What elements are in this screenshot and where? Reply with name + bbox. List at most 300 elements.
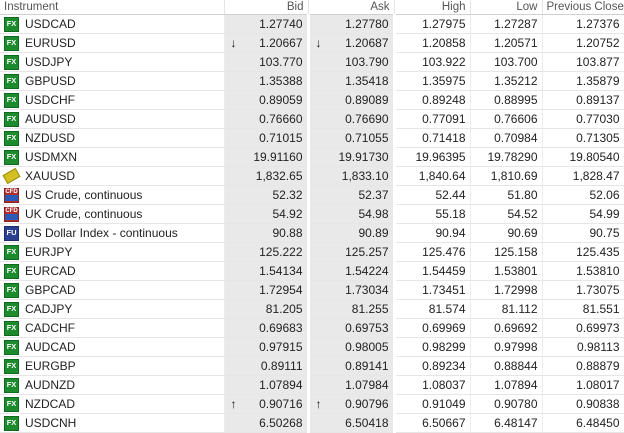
high-value: 6.50667: [422, 416, 466, 430]
high-cell: [394, 129, 470, 148]
previous-close-cell: [542, 376, 624, 395]
low-value: 1.20571: [494, 36, 538, 50]
high-cell: [394, 281, 470, 300]
high-cell: [394, 186, 470, 205]
low-value: 103.700: [494, 55, 538, 69]
low-cell: [470, 205, 542, 224]
ask-cell[interactable]: [308, 91, 394, 110]
previous-close-cell: [542, 15, 624, 34]
ask-value: 81.255: [351, 302, 389, 316]
low-value: 0.70984: [494, 131, 538, 145]
prev-value: 103.877: [576, 55, 620, 69]
ask-value: 0.90796: [345, 397, 389, 411]
low-value: 19.78290: [487, 150, 538, 164]
prev-value: 1.20752: [576, 36, 620, 50]
high-cell: [394, 300, 470, 319]
bid-value: 19.91160: [253, 150, 303, 164]
column-header-ask[interactable]: Ask: [308, 0, 394, 15]
instrument-cell[interactable]: [0, 110, 224, 129]
table-row[interactable]: [0, 300, 624, 319]
ask-cell[interactable]: [308, 110, 394, 129]
low-value: 81.112: [501, 302, 538, 316]
ask-cell[interactable]: [308, 338, 394, 357]
fx-badge-icon: FX: [4, 321, 19, 336]
instrument-cell[interactable]: [0, 357, 224, 376]
ask-cell[interactable]: [308, 72, 394, 91]
previous-close-cell: [542, 110, 624, 129]
high-cell: [394, 72, 470, 91]
gold-bar-shape: [3, 168, 21, 184]
instrument-name: GBPCAD: [25, 283, 76, 297]
bid-value: 1.54134: [259, 264, 303, 278]
ask-value: 1,833.10: [341, 169, 389, 183]
prev-value: 6.48450: [576, 416, 620, 430]
bid-value: 1.20667: [259, 36, 303, 50]
table-row[interactable]: [0, 205, 624, 224]
previous-close-cell: [542, 262, 624, 281]
table-row[interactable]: [0, 281, 624, 300]
bid-cell[interactable]: [224, 395, 308, 414]
instrument-cell[interactable]: [0, 53, 224, 72]
bid-cell[interactable]: [224, 357, 308, 376]
high-cell: [394, 167, 470, 186]
low-value: 1.53801: [494, 264, 538, 278]
previous-close-cell: [542, 224, 624, 243]
table-row[interactable]: [0, 357, 624, 376]
prev-value: 1.08017: [576, 378, 620, 392]
bid-cell[interactable]: [224, 319, 308, 338]
prev-value: 125.435: [576, 245, 620, 259]
bid-value: 0.90716: [259, 397, 303, 411]
bid-value: 1.72954: [259, 283, 303, 297]
instrument-name: AUDUSD: [25, 112, 76, 126]
fx-badge-icon: FX: [4, 283, 19, 298]
instrument-cell[interactable]: [0, 224, 224, 243]
prev-value: 0.69973: [576, 321, 620, 335]
ask-value: 0.98005: [345, 340, 389, 354]
low-cell: [470, 243, 542, 262]
low-value: 1.07894: [494, 378, 538, 392]
instrument-cell[interactable]: [0, 15, 224, 34]
instrument-name: USDCNH: [25, 416, 77, 430]
table-row[interactable]: [0, 167, 624, 186]
bid-value: 0.97915: [259, 340, 303, 354]
bid-cell[interactable]: [224, 129, 308, 148]
table-row[interactable]: [0, 72, 624, 91]
bid-cell[interactable]: [224, 224, 308, 243]
high-value: 0.89248: [422, 93, 466, 107]
instrument-cell[interactable]: [0, 319, 224, 338]
previous-close-cell: [542, 357, 624, 376]
previous-close-cell: [542, 281, 624, 300]
instrument-name: USDCHF: [25, 93, 75, 107]
low-cell: [470, 338, 542, 357]
bid-value: 0.76660: [259, 112, 303, 126]
table-row[interactable]: [0, 110, 624, 129]
prev-value: 1.53810: [576, 264, 620, 278]
high-value: 55.18: [435, 207, 466, 221]
ask-value: 125.257: [345, 245, 389, 259]
bid-cell[interactable]: [224, 376, 308, 395]
previous-close-cell: [542, 72, 624, 91]
ask-cell[interactable]: [308, 167, 394, 186]
instrument-cell[interactable]: [0, 129, 224, 148]
high-cell: [394, 395, 470, 414]
instrument-cell[interactable]: [0, 338, 224, 357]
high-cell: [394, 53, 470, 72]
low-value: 0.88995: [494, 93, 538, 107]
column-header-bid[interactable]: Bid: [224, 0, 308, 15]
low-value: 1.35212: [494, 74, 538, 88]
prev-value: 0.98113: [577, 340, 620, 354]
high-value: 1.35975: [422, 74, 466, 88]
previous-close-cell: [542, 148, 624, 167]
bid-cell[interactable]: [224, 281, 308, 300]
fx-badge-icon: FX: [4, 264, 19, 279]
bid-cell[interactable]: [224, 15, 308, 34]
bid-value: 103.770: [259, 55, 303, 69]
instrument-cell[interactable]: [0, 72, 224, 91]
fx-badge-icon: FX: [4, 17, 19, 32]
fx-badge-icon: FX: [4, 112, 19, 127]
high-value: 0.98299: [422, 340, 466, 354]
fx-badge-icon: FX: [4, 36, 19, 51]
fx-badge-icon: FX: [4, 340, 19, 355]
instrument-name: UK Crude, continuous: [25, 207, 143, 221]
low-cell: [470, 357, 542, 376]
bid-value: 0.89059: [259, 93, 303, 107]
arrow-down-icon: ↓: [315, 36, 322, 50]
bid-cell[interactable]: [224, 205, 308, 224]
bid-cell[interactable]: [224, 186, 308, 205]
fx-badge-icon: FX: [4, 55, 19, 70]
bid-value: 52.32: [272, 188, 303, 202]
low-cell: [470, 110, 542, 129]
cfd-badge-stripe: [5, 214, 18, 220]
low-cell: [470, 319, 542, 338]
instrument-cell[interactable]: [0, 300, 224, 319]
low-cell: [470, 300, 542, 319]
ask-value: 1.35418: [345, 74, 389, 88]
ask-value: 0.89141: [345, 359, 389, 373]
low-value: 1.72998: [494, 283, 538, 297]
ask-value: 0.89089: [345, 93, 389, 107]
cfd-badge-label: CFD: [5, 208, 18, 214]
table-row[interactable]: [0, 148, 624, 167]
instrument-name: USDCAD: [25, 17, 76, 31]
ask-value: 103.790: [345, 55, 389, 69]
high-cell: [394, 110, 470, 129]
instrument-name: EURUSD: [25, 36, 76, 50]
bid-value: 54.92: [272, 207, 303, 221]
ask-value: 54.98: [358, 207, 389, 221]
high-cell: [394, 262, 470, 281]
instrument-name: NZDCAD: [25, 397, 75, 411]
previous-close-cell: [542, 34, 624, 53]
ask-value: 52.37: [358, 188, 389, 202]
high-value: 103.922: [422, 55, 466, 69]
instrument-cell[interactable]: [0, 148, 224, 167]
instrument-cell[interactable]: [0, 34, 224, 53]
high-cell: [394, 34, 470, 53]
low-cell: [470, 129, 542, 148]
prev-value: 0.88879: [576, 359, 620, 373]
previous-close-cell: [542, 129, 624, 148]
bid-value: 1.35388: [259, 74, 303, 88]
instrument-cell[interactable]: [0, 186, 224, 205]
table-row[interactable]: [0, 224, 624, 243]
ask-cell[interactable]: [308, 224, 394, 243]
table-row[interactable]: [0, 15, 624, 34]
high-value: 19.96395: [415, 150, 466, 164]
high-cell: [394, 224, 470, 243]
instrument-name: EURGBP: [25, 359, 76, 373]
instrument-name: AUDNZD: [25, 378, 75, 392]
high-value: 0.91049: [422, 397, 466, 411]
ask-value: 0.69753: [345, 321, 389, 335]
bid-value: 0.89111: [260, 359, 303, 373]
low-cell: [470, 262, 542, 281]
ask-cell[interactable]: [308, 262, 394, 281]
fx-badge-icon: FX: [4, 397, 19, 412]
ask-value: 90.89: [358, 226, 389, 240]
high-value: 1.54459: [422, 264, 466, 278]
low-value: 1,810.69: [490, 169, 538, 183]
ask-value: 1.07984: [345, 378, 389, 392]
prev-value: 1.27376: [576, 17, 620, 31]
high-cell: [394, 15, 470, 34]
table-row[interactable]: [0, 395, 624, 414]
ask-cell[interactable]: [308, 205, 394, 224]
low-cell: [470, 91, 542, 110]
fx-badge-icon: FX: [4, 359, 19, 374]
instrument-cell[interactable]: [0, 205, 224, 224]
table-row[interactable]: [0, 186, 624, 205]
table-row[interactable]: [0, 91, 624, 110]
bid-cell[interactable]: [224, 91, 308, 110]
instrument-name: US Dollar Index - continuous: [25, 226, 178, 240]
prev-value: 90.75: [589, 226, 620, 240]
bid-value: 125.222: [259, 245, 303, 259]
bid-value: 1.07894: [259, 378, 303, 392]
table-row[interactable]: [0, 338, 624, 357]
low-cell: [470, 148, 542, 167]
bid-cell[interactable]: [224, 262, 308, 281]
instrument-cell[interactable]: [0, 91, 224, 110]
previous-close-cell: [542, 243, 624, 262]
bid-value: 1,832.65: [255, 169, 303, 183]
high-value: 125.476: [422, 245, 466, 259]
ask-cell[interactable]: [308, 129, 394, 148]
table-row[interactable]: [0, 34, 624, 53]
table-row[interactable]: [0, 129, 624, 148]
bid-cell[interactable]: [224, 110, 308, 129]
fu-badge-icon: FU: [4, 226, 19, 241]
instrument-name: GBPUSD: [25, 74, 76, 88]
ask-value: 0.76690: [345, 112, 389, 126]
bid-cell[interactable]: [224, 338, 308, 357]
low-value: 54.52: [507, 207, 538, 221]
instrument-cell[interactable]: [0, 262, 224, 281]
previous-close-cell: [542, 167, 624, 186]
prev-value: 1,828.47: [572, 169, 620, 183]
prev-value: 1.73075: [576, 283, 620, 297]
instrument-name: AUDCAD: [25, 340, 76, 354]
fx-badge-icon: FX: [4, 74, 19, 89]
instrument-cell[interactable]: [0, 395, 224, 414]
ask-cell[interactable]: [308, 186, 394, 205]
prev-value: 0.71305: [576, 131, 620, 145]
ask-value: 1.54224: [345, 264, 389, 278]
bid-cell[interactable]: [224, 53, 308, 72]
high-cell: [394, 243, 470, 262]
low-value: 0.69692: [494, 321, 538, 335]
bid-cell[interactable]: [224, 243, 308, 262]
ask-cell[interactable]: [308, 376, 394, 395]
instrument-name: XAUUSD: [25, 169, 76, 183]
high-cell: [394, 205, 470, 224]
column-header-instrument[interactable]: Instrument: [0, 0, 224, 15]
table-row[interactable]: [0, 243, 624, 262]
ask-cell[interactable]: [308, 395, 394, 414]
ask-cell[interactable]: [308, 243, 394, 262]
ask-value: 6.50418: [345, 416, 389, 430]
ask-cell[interactable]: [308, 34, 394, 53]
previous-close-cell: [542, 338, 624, 357]
previous-close-cell: [542, 319, 624, 338]
low-cell: [470, 34, 542, 53]
high-value: 1.08037: [422, 378, 466, 392]
fx-badge-icon: FX: [4, 245, 19, 260]
ask-value: 1.73034: [345, 283, 389, 297]
column-header-high[interactable]: High: [394, 0, 470, 15]
ask-cell[interactable]: [308, 281, 394, 300]
arrow-up-icon: ↑: [230, 397, 237, 411]
ask-value: 0.71055: [345, 131, 389, 145]
low-value: 90.69: [507, 226, 538, 240]
low-value: 125.158: [494, 245, 538, 259]
ask-value: 1.20687: [345, 36, 389, 50]
prev-value: 54.99: [589, 207, 620, 221]
ask-cell[interactable]: [308, 15, 394, 34]
fx-badge-icon: FX: [4, 378, 19, 393]
table-row[interactable]: [0, 376, 624, 395]
low-value: 51.80: [507, 188, 538, 202]
previous-close-cell: [542, 91, 624, 110]
low-cell: [470, 186, 542, 205]
fx-badge-icon: FX: [4, 93, 19, 108]
high-cell: [394, 91, 470, 110]
bid-value: 0.71015: [259, 131, 303, 145]
ask-value: 1.27780: [345, 17, 389, 31]
cfd-badge-icon: [4, 207, 19, 222]
column-header-previous-close[interactable]: Previous Close: [542, 0, 624, 15]
cfd-badge-icon: [4, 188, 19, 203]
bid-cell[interactable]: [224, 72, 308, 91]
high-value: 1,840.64: [418, 169, 466, 183]
prev-value: 0.77030: [576, 112, 620, 126]
instrument-name: CADJPY: [25, 302, 73, 316]
low-value: 1.27287: [494, 17, 538, 31]
bid-cell[interactable]: [224, 34, 308, 53]
bid-cell[interactable]: [224, 167, 308, 186]
low-value: 0.90780: [494, 397, 538, 411]
prev-value: 0.90838: [576, 397, 620, 411]
ask-cell[interactable]: [308, 357, 394, 376]
fx-badge-icon: FX: [4, 150, 19, 165]
high-value: 0.71418: [422, 131, 466, 145]
ask-cell[interactable]: [308, 300, 394, 319]
previous-close-cell: [542, 300, 624, 319]
bid-cell[interactable]: [224, 300, 308, 319]
previous-close-cell: [542, 395, 624, 414]
previous-close-cell: [542, 53, 624, 72]
column-header-low[interactable]: Low: [470, 0, 542, 15]
instrument-name: USDMXN: [25, 150, 78, 164]
gold-bar-icon: [4, 169, 19, 184]
bid-value: 90.88: [272, 226, 303, 240]
high-value: 1.73451: [422, 283, 466, 297]
low-cell: [470, 281, 542, 300]
low-cell: [470, 15, 542, 34]
previous-close-cell: [542, 205, 624, 224]
low-cell: [470, 72, 542, 91]
low-value: 0.97998: [494, 340, 538, 354]
bid-value: 1.27740: [259, 17, 303, 31]
bid-value: 81.205: [265, 302, 303, 316]
prev-value: 19.80540: [569, 150, 620, 164]
low-cell: [470, 376, 542, 395]
arrow-down-icon: ↓: [230, 36, 237, 50]
prev-value: 52.06: [589, 188, 620, 202]
high-cell: [394, 376, 470, 395]
instrument-name: NZDUSD: [25, 131, 75, 145]
table-row[interactable]: [0, 262, 624, 281]
instrument-name: USDJPY: [25, 55, 73, 69]
instrument-cell[interactable]: [0, 243, 224, 262]
previous-close-cell: [542, 186, 624, 205]
bid-value: 0.69683: [259, 321, 303, 335]
instrument-cell[interactable]: [0, 167, 224, 186]
high-value: 1.27975: [422, 17, 466, 31]
high-cell: [394, 357, 470, 376]
fx-badge-icon: FX: [4, 131, 19, 146]
high-value: 1.20858: [422, 36, 466, 50]
low-value: 0.88844: [494, 359, 538, 373]
instrument-cell[interactable]: [0, 376, 224, 395]
high-cell: [394, 148, 470, 167]
high-value: 81.574: [428, 302, 466, 316]
header-row: [0, 0, 624, 15]
high-value: 0.77091: [422, 112, 466, 126]
table-row[interactable]: [0, 319, 624, 338]
prev-value: 0.89137: [576, 93, 620, 107]
fx-badge-icon: FX: [4, 302, 19, 317]
instrument-name: EURCAD: [25, 264, 76, 278]
fx-badge-icon: FX: [4, 416, 19, 431]
bid-value: 6.50268: [259, 416, 303, 430]
instrument-cell[interactable]: [0, 281, 224, 300]
low-cell: [470, 224, 542, 243]
ask-cell[interactable]: [308, 53, 394, 72]
high-value: 0.89234: [422, 359, 466, 373]
table-row[interactable]: [0, 53, 624, 72]
bid-cell[interactable]: [224, 148, 308, 167]
ask-cell[interactable]: [308, 148, 394, 167]
ask-cell[interactable]: [308, 319, 394, 338]
instrument-name: CADCHF: [25, 321, 75, 335]
high-value: 90.94: [435, 226, 466, 240]
